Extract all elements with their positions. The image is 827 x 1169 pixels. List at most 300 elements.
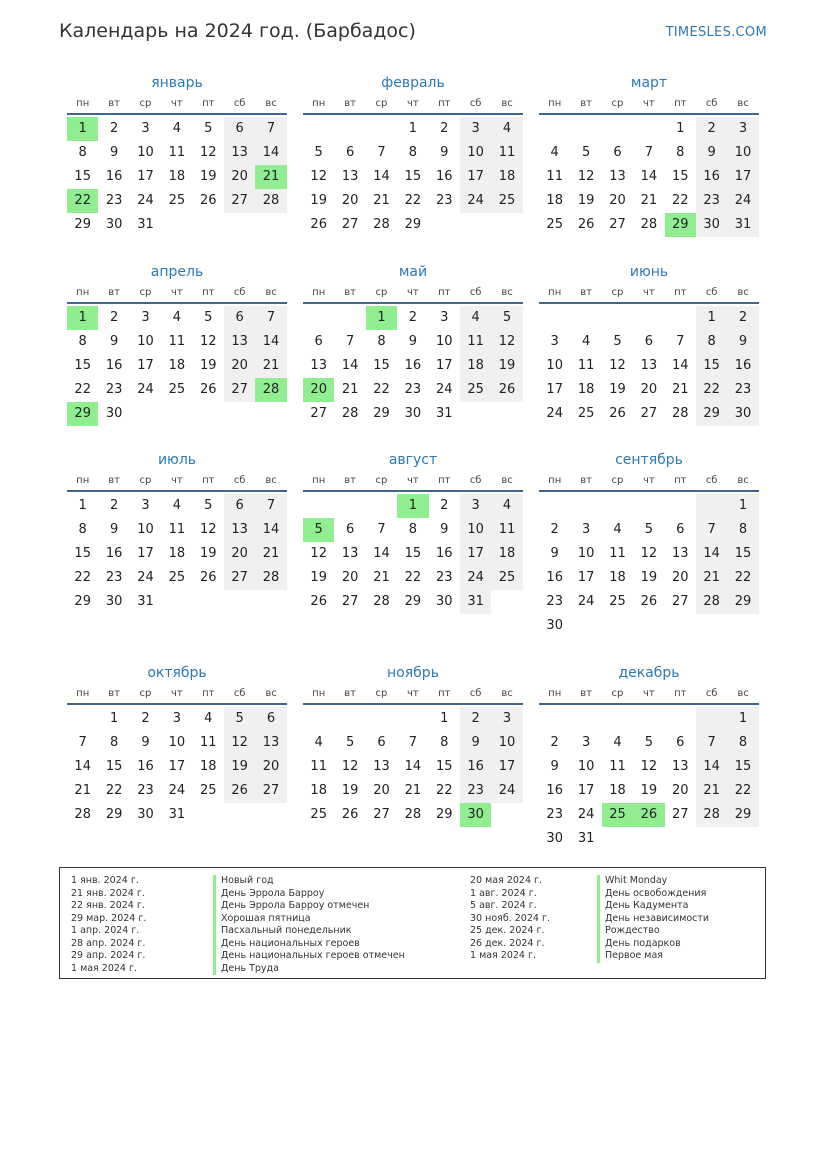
day-cell[interactable]: 16	[435, 169, 453, 184]
day-cell[interactable]: 7	[644, 145, 653, 160]
day-cell[interactable]: 6	[224, 117, 255, 141]
day-cell[interactable]: 11	[168, 522, 186, 537]
day-cell[interactable]: 9	[550, 759, 559, 774]
day-cell[interactable]: 18	[460, 354, 491, 378]
day-cell[interactable]: 3	[581, 735, 591, 750]
day-cell[interactable]: 12	[640, 759, 658, 774]
day-cell[interactable]: 5	[345, 735, 355, 750]
day-cell[interactable]: 25	[546, 217, 563, 232]
day-cell[interactable]: 11	[310, 759, 327, 774]
day-cell[interactable]: 15	[74, 358, 91, 373]
day-cell[interactable]: 9	[440, 522, 449, 537]
day-cell[interactable]: 21	[255, 354, 286, 378]
day-cell[interactable]: 29	[696, 402, 727, 426]
day-cell[interactable]: 15	[727, 755, 758, 779]
day-cell[interactable]: 19	[640, 783, 658, 798]
day-cell[interactable]: 26	[491, 378, 522, 402]
day-cell[interactable]: 12	[199, 145, 217, 160]
day-cell[interactable]: 21	[373, 193, 390, 208]
day-cell[interactable]: 2	[109, 310, 119, 325]
day-cell[interactable]: 12	[310, 546, 327, 561]
day-cell[interactable]: 13	[640, 358, 658, 373]
day-cell[interactable]: 29	[74, 594, 91, 609]
day-cell[interactable]: 27	[341, 217, 359, 232]
day-cell[interactable]: 22	[435, 783, 453, 798]
day-cell[interactable]: 27	[341, 594, 359, 609]
day-cell[interactable]: 16	[696, 165, 727, 189]
day-cell[interactable]: 11	[199, 735, 217, 750]
day-cell[interactable]: 27	[671, 594, 689, 609]
day-cell[interactable]: 8	[727, 731, 758, 755]
day-cell[interactable]: 9	[109, 145, 119, 160]
day-cell[interactable]: 9	[408, 334, 417, 349]
day-cell[interactable]: 15	[404, 169, 422, 184]
day-cell[interactable]: 30	[137, 807, 154, 822]
day-cell[interactable]: 3	[141, 498, 150, 513]
day-cell[interactable]: 19	[199, 169, 217, 184]
day-cell[interactable]: 13	[341, 169, 359, 184]
day-cell[interactable]: 17	[435, 358, 453, 373]
day-cell[interactable]: 7	[408, 735, 417, 750]
day-cell[interactable]: 16	[546, 570, 563, 585]
day-cell[interactable]: 11	[491, 141, 522, 165]
day-cell[interactable]: 22	[404, 570, 422, 585]
day-cell[interactable]: 17	[460, 542, 491, 566]
day-cell[interactable]: 14	[341, 358, 359, 373]
day-cell[interactable]: 31	[168, 807, 186, 822]
day-cell[interactable]: 17	[460, 165, 491, 189]
day-cell[interactable]: 30	[546, 618, 563, 633]
day-cell[interactable]: 14	[255, 141, 286, 165]
day-cell[interactable]: 14	[404, 759, 422, 774]
day-cell[interactable]: 10	[460, 518, 491, 542]
day-cell[interactable]: 4	[613, 522, 622, 537]
day-cell[interactable]: 30	[105, 217, 123, 232]
day-cell[interactable]: 5	[581, 145, 591, 160]
day-cell[interactable]: 23	[546, 594, 563, 609]
day-cell[interactable]: 24	[460, 566, 491, 590]
day-cell[interactable]: 6	[345, 145, 355, 160]
day-cell[interactable]: 30	[435, 594, 453, 609]
day-cell[interactable]: 10	[546, 358, 563, 373]
day-cell[interactable]: 27	[671, 807, 689, 822]
day-cell[interactable]: 4	[172, 121, 181, 136]
day-cell[interactable]: 25	[168, 570, 186, 585]
day-cell[interactable]: 27	[373, 807, 390, 822]
day-cell[interactable]: 20	[255, 755, 286, 779]
day-cell[interactable]: 14	[696, 755, 727, 779]
day-cell[interactable]: 19	[310, 570, 327, 585]
day-cell[interactable]: 29	[105, 807, 123, 822]
day-cell[interactable]: 24	[546, 406, 563, 421]
day-cell[interactable]: 4	[460, 306, 491, 330]
day-cell[interactable]: 19	[609, 382, 626, 397]
day-cell[interactable]: 16	[404, 358, 422, 373]
day-cell[interactable]: 22	[696, 378, 727, 402]
day-cell[interactable]: 25	[609, 594, 626, 609]
day-cell[interactable]: 23	[105, 382, 123, 397]
day-cell[interactable]: 27	[224, 566, 255, 590]
day-cell[interactable]: 26	[310, 217, 327, 232]
day-cell[interactable]: 18	[577, 382, 595, 397]
day-cell[interactable]: 12	[491, 330, 522, 354]
day-cell[interactable]: 30	[105, 406, 123, 421]
day-cell[interactable]: 18	[546, 193, 563, 208]
day-cell[interactable]: 11	[577, 358, 595, 373]
day-cell[interactable]: 7	[255, 494, 286, 518]
day-cell[interactable]: 31	[460, 590, 491, 614]
day-cell[interactable]: 25	[577, 406, 595, 421]
day-cell[interactable]: 6	[377, 735, 386, 750]
day-cell[interactable]: 1	[78, 498, 87, 513]
day-cell[interactable]: 18	[168, 169, 186, 184]
day-cell[interactable]: 29	[74, 217, 91, 232]
day-cell[interactable]: 10	[435, 334, 453, 349]
day-cell[interactable]: 12	[199, 334, 217, 349]
day-cell[interactable]: 12	[224, 731, 255, 755]
day-cell[interactable]: 17	[727, 165, 758, 189]
day-cell[interactable]: 1	[440, 711, 449, 726]
day-cell[interactable]: 24	[137, 382, 154, 397]
day-cell[interactable]: 20	[373, 783, 390, 798]
day-cell[interactable]: 23	[727, 378, 758, 402]
day-cell[interactable]: 29	[435, 807, 453, 822]
day-cell[interactable]: 22	[727, 566, 758, 590]
day-cell[interactable]: 6	[255, 707, 286, 731]
day-cell[interactable]: 17	[577, 570, 595, 585]
day-cell[interactable]: 14	[671, 358, 689, 373]
day-cell[interactable]: 26	[577, 217, 595, 232]
day-cell[interactable]: 6	[676, 735, 685, 750]
day-cell[interactable]: 10	[577, 546, 595, 561]
day-cell[interactable]: 3	[727, 117, 758, 141]
day-cell[interactable]: 24	[137, 193, 154, 208]
day-cell[interactable]: 13	[609, 169, 626, 184]
day-cell[interactable]: 3	[581, 522, 591, 537]
day-cell[interactable]: 4	[613, 735, 622, 750]
day-cell[interactable]: 28	[671, 406, 689, 421]
day-cell[interactable]: 8	[676, 145, 685, 160]
day-cell[interactable]: 6	[314, 334, 323, 349]
day-cell[interactable]: 17	[491, 755, 522, 779]
day-cell[interactable]: 29	[727, 803, 758, 827]
day-cell[interactable]: 5	[224, 707, 255, 731]
day-cell[interactable]: 19	[199, 358, 217, 373]
day-cell[interactable]: 3	[141, 121, 150, 136]
day-cell[interactable]: 18	[168, 546, 186, 561]
day-cell[interactable]: 28	[255, 566, 286, 590]
day-cell[interactable]: 26	[199, 382, 217, 397]
day-cell[interactable]: 3	[460, 494, 491, 518]
day-cell[interactable]: 3	[491, 707, 522, 731]
day-cell[interactable]: 19	[199, 546, 217, 561]
day-cell[interactable]: 17	[137, 169, 154, 184]
day-cell[interactable]: 22	[404, 193, 422, 208]
day-cell[interactable]: 28	[373, 217, 390, 232]
day-cell[interactable]: 26	[341, 807, 359, 822]
day-cell[interactable]: 12	[341, 759, 359, 774]
day-cell[interactable]: 28	[373, 594, 390, 609]
day-cell[interactable]: 13	[310, 358, 327, 373]
day-cell[interactable]: 21	[671, 382, 689, 397]
day-cell[interactable]: 3	[141, 310, 150, 325]
day-cell[interactable]: 1	[67, 306, 98, 330]
day-cell[interactable]: 13	[224, 141, 255, 165]
day-cell[interactable]: 8	[109, 735, 119, 750]
day-cell[interactable]: 28	[341, 406, 359, 421]
day-cell[interactable]: 8	[78, 522, 87, 537]
day-cell[interactable]: 25	[491, 566, 522, 590]
day-cell[interactable]: 9	[141, 735, 150, 750]
day-cell[interactable]: 11	[491, 518, 522, 542]
day-cell[interactable]: 13	[255, 731, 286, 755]
day-cell[interactable]: 2	[440, 121, 449, 136]
day-cell[interactable]: 20	[224, 354, 255, 378]
day-cell[interactable]: 11	[460, 330, 491, 354]
day-cell[interactable]: 14	[696, 542, 727, 566]
day-cell[interactable]: 29	[665, 213, 696, 237]
day-cell[interactable]: 5	[303, 518, 334, 542]
day-cell[interactable]: 16	[460, 755, 491, 779]
day-cell[interactable]: 25	[199, 783, 217, 798]
day-cell[interactable]: 9	[696, 141, 727, 165]
day-cell[interactable]: 28	[255, 378, 286, 402]
day-cell[interactable]: 5	[314, 145, 323, 160]
day-cell[interactable]: 3	[550, 334, 559, 349]
day-cell[interactable]: 26	[310, 594, 327, 609]
day-cell[interactable]: 1	[727, 494, 758, 518]
day-cell[interactable]: 11	[546, 169, 563, 184]
day-cell[interactable]: 19	[224, 755, 255, 779]
day-cell[interactable]: 23	[105, 193, 123, 208]
day-cell[interactable]: 7	[696, 518, 727, 542]
day-cell[interactable]: 22	[671, 193, 689, 208]
day-cell[interactable]: 13	[373, 759, 390, 774]
day-cell[interactable]: 15	[696, 354, 727, 378]
day-cell[interactable]: 24	[491, 779, 522, 803]
day-cell[interactable]: 31	[577, 831, 595, 846]
day-cell[interactable]: 5	[204, 310, 213, 325]
day-cell[interactable]: 10	[137, 334, 154, 349]
day-cell[interactable]: 16	[546, 783, 563, 798]
day-cell[interactable]: 25	[602, 803, 633, 827]
day-cell[interactable]: 1	[727, 707, 758, 731]
day-cell[interactable]: 14	[255, 330, 286, 354]
day-cell[interactable]: 10	[460, 141, 491, 165]
day-cell[interactable]: 6	[613, 145, 622, 160]
day-cell[interactable]: 19	[341, 783, 359, 798]
day-cell[interactable]: 28	[74, 807, 91, 822]
day-cell[interactable]: 1	[366, 306, 397, 330]
day-cell[interactable]: 30	[460, 803, 491, 827]
day-cell[interactable]: 25	[310, 807, 327, 822]
day-cell[interactable]: 8	[408, 522, 417, 537]
day-cell[interactable]: 20	[341, 570, 359, 585]
day-cell[interactable]: 24	[577, 594, 595, 609]
day-cell[interactable]: 10	[168, 735, 186, 750]
day-cell[interactable]: 20	[224, 542, 255, 566]
day-cell[interactable]: 27	[224, 189, 255, 213]
day-cell[interactable]: 26	[640, 594, 658, 609]
day-cell[interactable]: 7	[676, 334, 685, 349]
day-cell[interactable]: 15	[435, 759, 453, 774]
day-cell[interactable]: 29	[373, 406, 390, 421]
day-cell[interactable]: 20	[303, 378, 334, 402]
day-cell[interactable]: 16	[137, 759, 154, 774]
day-cell[interactable]: 9	[460, 731, 491, 755]
day-cell[interactable]: 10	[137, 522, 154, 537]
day-cell[interactable]: 22	[373, 382, 390, 397]
day-cell[interactable]: 25	[168, 382, 186, 397]
day-cell[interactable]: 27	[609, 217, 626, 232]
day-cell[interactable]: 7	[345, 334, 355, 349]
day-cell[interactable]: 22	[67, 189, 98, 213]
day-cell[interactable]: 12	[199, 522, 217, 537]
day-cell[interactable]: 4	[491, 494, 522, 518]
day-cell[interactable]: 28	[696, 803, 727, 827]
day-cell[interactable]: 9	[440, 145, 449, 160]
day-cell[interactable]: 8	[440, 735, 449, 750]
day-cell[interactable]: 13	[671, 759, 689, 774]
day-cell[interactable]: 17	[168, 759, 186, 774]
day-cell[interactable]: 18	[310, 783, 327, 798]
day-cell[interactable]: 24	[168, 783, 186, 798]
day-cell[interactable]: 7	[377, 145, 386, 160]
day-cell[interactable]: 21	[74, 783, 91, 798]
day-cell[interactable]: 9	[550, 546, 559, 561]
day-cell[interactable]: 29	[404, 217, 422, 232]
day-cell[interactable]: 4	[204, 711, 213, 726]
day-cell[interactable]: 2	[408, 310, 417, 325]
day-cell[interactable]: 13	[341, 546, 359, 561]
day-cell[interactable]: 28	[640, 217, 658, 232]
day-cell[interactable]: 9	[109, 522, 119, 537]
day-cell[interactable]: 14	[255, 518, 286, 542]
day-cell[interactable]: 2	[696, 117, 727, 141]
day-cell[interactable]: 14	[640, 169, 658, 184]
day-cell[interactable]: 5	[644, 522, 653, 537]
day-cell[interactable]: 20	[640, 382, 658, 397]
day-cell[interactable]: 14	[373, 546, 390, 561]
day-cell[interactable]: 30	[404, 406, 422, 421]
day-cell[interactable]: 29	[67, 402, 98, 426]
day-cell[interactable]: 3	[172, 711, 181, 726]
day-cell[interactable]: 16	[105, 169, 123, 184]
day-cell[interactable]: 2	[727, 306, 758, 330]
day-cell[interactable]: 2	[141, 711, 150, 726]
day-cell[interactable]: 24	[435, 382, 453, 397]
day-cell[interactable]: 11	[609, 546, 626, 561]
day-cell[interactable]: 30	[546, 831, 563, 846]
day-cell[interactable]: 18	[491, 165, 522, 189]
day-cell[interactable]: 15	[74, 169, 91, 184]
day-cell[interactable]: 18	[609, 783, 626, 798]
day-cell[interactable]: 11	[609, 759, 626, 774]
day-cell[interactable]: 20	[671, 570, 689, 585]
day-cell[interactable]: 7	[255, 306, 286, 330]
day-cell[interactable]: 7	[255, 117, 286, 141]
day-cell[interactable]: 5	[644, 735, 653, 750]
day-cell[interactable]: 27	[310, 406, 327, 421]
day-cell[interactable]: 21	[696, 566, 727, 590]
day-cell[interactable]: 21	[696, 779, 727, 803]
day-cell[interactable]: 23	[404, 382, 422, 397]
day-cell[interactable]: 8	[408, 145, 417, 160]
site-link[interactable]: TIMESLES.COM	[665, 25, 767, 40]
day-cell[interactable]: 1	[109, 711, 119, 726]
day-cell[interactable]: 4	[314, 735, 323, 750]
day-cell[interactable]: 31	[137, 594, 154, 609]
day-cell[interactable]: 31	[435, 406, 453, 421]
day-cell[interactable]: 21	[373, 570, 390, 585]
day-cell[interactable]: 15	[671, 169, 689, 184]
day-cell[interactable]: 27	[640, 406, 658, 421]
day-cell[interactable]: 23	[137, 783, 154, 798]
day-cell[interactable]: 25	[491, 189, 522, 213]
day-cell[interactable]: 30	[727, 402, 758, 426]
day-cell[interactable]: 8	[78, 145, 87, 160]
day-cell[interactable]: 12	[310, 169, 327, 184]
day-cell[interactable]: 23	[435, 193, 453, 208]
day-cell[interactable]: 21	[255, 165, 286, 189]
day-cell[interactable]: 19	[577, 193, 595, 208]
day-cell[interactable]: 29	[727, 590, 758, 614]
day-cell[interactable]: 16	[727, 354, 758, 378]
day-cell[interactable]: 7	[696, 731, 727, 755]
day-cell[interactable]: 14	[74, 759, 91, 774]
day-cell[interactable]: 5	[491, 306, 522, 330]
day-cell[interactable]: 18	[609, 570, 626, 585]
day-cell[interactable]: 30	[105, 594, 123, 609]
day-cell[interactable]: 22	[105, 783, 123, 798]
day-cell[interactable]: 4	[550, 145, 559, 160]
day-cell[interactable]: 27	[255, 779, 286, 803]
day-cell[interactable]: 6	[224, 306, 255, 330]
day-cell[interactable]: 18	[199, 759, 217, 774]
day-cell[interactable]: 1	[67, 117, 98, 141]
day-cell[interactable]: 2	[550, 735, 559, 750]
day-cell[interactable]: 2	[440, 498, 449, 513]
day-cell[interactable]: 20	[224, 165, 255, 189]
day-cell[interactable]: 10	[491, 731, 522, 755]
day-cell[interactable]: 25	[460, 378, 491, 402]
day-cell[interactable]: 12	[640, 546, 658, 561]
day-cell[interactable]: 19	[640, 570, 658, 585]
day-cell[interactable]: 19	[310, 193, 327, 208]
day-cell[interactable]: 21	[255, 542, 286, 566]
day-cell[interactable]: 28	[696, 590, 727, 614]
day-cell[interactable]: 17	[137, 546, 154, 561]
day-cell[interactable]: 5	[204, 498, 213, 513]
day-cell[interactable]: 2	[460, 707, 491, 731]
day-cell[interactable]: 15	[727, 542, 758, 566]
day-cell[interactable]: 26	[224, 779, 255, 803]
day-cell[interactable]: 23	[105, 570, 123, 585]
day-cell[interactable]: 9	[727, 330, 758, 354]
day-cell[interactable]: 6	[345, 522, 355, 537]
day-cell[interactable]: 4	[172, 498, 181, 513]
day-cell[interactable]: 1	[397, 494, 428, 518]
day-cell[interactable]: 3	[440, 310, 449, 325]
day-cell[interactable]: 26	[199, 570, 217, 585]
day-cell[interactable]: 22	[74, 570, 91, 585]
day-cell[interactable]: 26	[199, 193, 217, 208]
day-cell[interactable]: 9	[109, 334, 119, 349]
day-cell[interactable]: 16	[105, 546, 123, 561]
day-cell[interactable]: 3	[460, 117, 491, 141]
day-cell[interactable]: 11	[168, 145, 186, 160]
day-cell[interactable]: 2	[109, 498, 119, 513]
